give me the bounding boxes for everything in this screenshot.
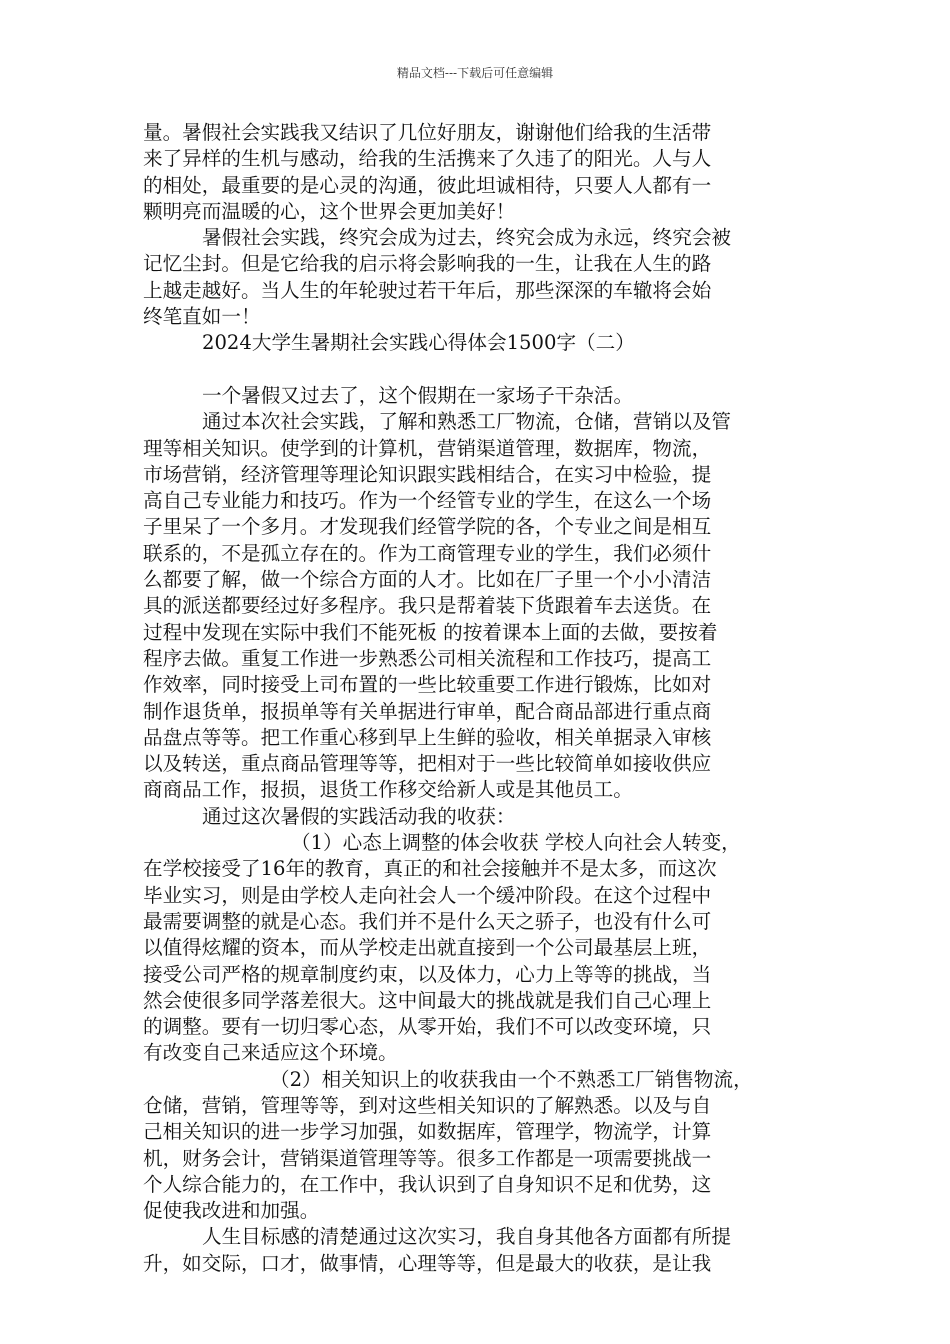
text-line: 么都要了解，做一个综合方面的人才。比如在厂子里一个小小清洁 <box>143 568 712 592</box>
paragraph-start-line: 一个暑假又过去了，这个假期在一家场子干杂活。 <box>202 383 634 407</box>
text-line: 机，财务会计，营销渠道管理等等。很多工作都是一项需要挑战一 <box>143 1146 712 1170</box>
paragraph-start-line: 通过本次社会实践，了解和熟悉工厂物流，仓储，营销以及管 <box>202 410 732 434</box>
text-line: 最需要调整的就是心态。我们并不是什么天之骄子，也没有什么可 <box>143 909 712 933</box>
text-line: 品盘点等等。把工作重心移到早上生鲜的验收，相关单据录入审核 <box>143 725 712 749</box>
text-line: 量。暑假社会实践我又结识了几位好朋友，谢谢他们给我的生活带 <box>143 121 712 144</box>
text-line: 程序去做。重复工作进一步熟悉公司相关流程和工作技巧，提高工 <box>143 646 712 670</box>
page-header: 精品文档---下载后可任意编辑 <box>396 66 554 80</box>
paragraph-start-line: 通过这次暑假的实践活动我的收获： <box>202 804 516 828</box>
text-line: 制作退货单，报损单等有关单据进行审单，配合商品部进行重点商 <box>143 699 712 723</box>
text-line: 理等相关知识。使学到的计算机，营销渠道管理，数据库，物流， <box>143 436 712 460</box>
text-line: 升，如交际，口才，做事情，心理等等，但是最大的收获，是让我 <box>143 1251 712 1275</box>
text-line: 终笔直如一！ <box>143 305 261 329</box>
paragraph-start-line: 人生目标感的清楚通过这次实习，我自身其他各方面都有所提 <box>202 1225 732 1249</box>
text-line: 高自己专业能力和技巧。作为一个经管专业的学生，在这么一个场 <box>143 489 712 513</box>
text-line: 过程中发现在实际中我们不能死板 的按着课本上面的去做，要按着 <box>143 620 718 644</box>
text-line: 市场营销，经济管理等理论知识跟实践相结合，在实习中检验，提 <box>143 462 712 486</box>
text-line: 具的派送都要经过好多程序。我只是帮着装下货跟着车去送货。在 <box>143 594 712 618</box>
text-line: 个人综合能力的，在工作中，我认识到了自身知识不足和优势，这 <box>143 1172 712 1196</box>
text-line: 有改变自己来适应这个环境。 <box>143 1041 398 1065</box>
text-line: 然会使很多同学落差很大。这中间最大的挑战就是我们自己心理上 <box>143 988 712 1012</box>
text-line: 己相关知识的进一步学习加强，如数据库，管理学，物流学，计算 <box>143 1120 712 1144</box>
text-line: 联系的，不是孤立存在的。作为工商管理专业的学生，我们必须什 <box>143 541 712 565</box>
text-line: 毕业实习，则是由学校人走向社会人一个缓冲阶段。在这个过程中 <box>143 883 712 907</box>
list-item-heading: （1）心态上调整的体会收获 学校人向社会人转变， <box>291 831 741 855</box>
section-title: 2024大学生暑期社会实践心得体会1500字（二） <box>202 331 635 355</box>
text-line: 的相处，最重要的是心灵的沟通，彼此坦诚相待，只要人人都有一 <box>143 173 712 197</box>
text-line: 上越走越好。当人生的年轮驶过若干年后，那些深深的车辙将会始 <box>143 278 712 302</box>
text-line: 记忆尘封。但是它给我的启示将会影响我的一生，让我在人生的路 <box>143 252 712 276</box>
text-line: 作效率，同时接受上司布置的一些比较重要工作进行锻炼，比如对 <box>143 673 712 697</box>
text-line: 颗明亮而温暖的心，这个世界会更加美好！ <box>143 199 516 223</box>
text-line: 来了异样的生机与感动，给我的生活携来了久违了的阳光。人与人 <box>143 147 712 171</box>
text-line: 以及转送，重点商品管理等等，把相对于一些比较简单如接收供应 <box>143 752 712 776</box>
text-line: 促使我改进和加强。 <box>143 1199 320 1223</box>
text-line: 的调整。要有一切归零心态，从零开始，我们不可以改变环境，只 <box>143 1015 712 1039</box>
text-line: 以值得炫耀的资本，而从学校走出就直接到一个公司最基层上班， <box>143 936 712 960</box>
text-line: 子里呆了一个多月。才发现我们经管学院的各，个专业之间是相互 <box>143 515 712 539</box>
text-line: 商商品工作，报损，退货工作移交给新人或是其他员工。 <box>143 778 633 802</box>
text-line: 接受公司严格的规章制度约束，以及体力，心力上等等的挑战，当 <box>143 962 712 986</box>
document-body <box>143 120 808 1277</box>
text-line: 在学校接受了16年的教育，真正的和社会接触并不是太多，而这次 <box>143 857 717 881</box>
blank-line <box>143 357 808 383</box>
text-line: 仓储，营销，管理等等，到对这些相关知识的了解熟悉。以及与自 <box>143 1093 712 1117</box>
list-item-heading: （2）相关知识上的收获我由一个不熟悉工厂销售物流， <box>270 1067 753 1091</box>
paragraph-start-line: 暑假社会实践，终究会成为过去，终究会成为永远，终究会被 <box>202 226 732 250</box>
